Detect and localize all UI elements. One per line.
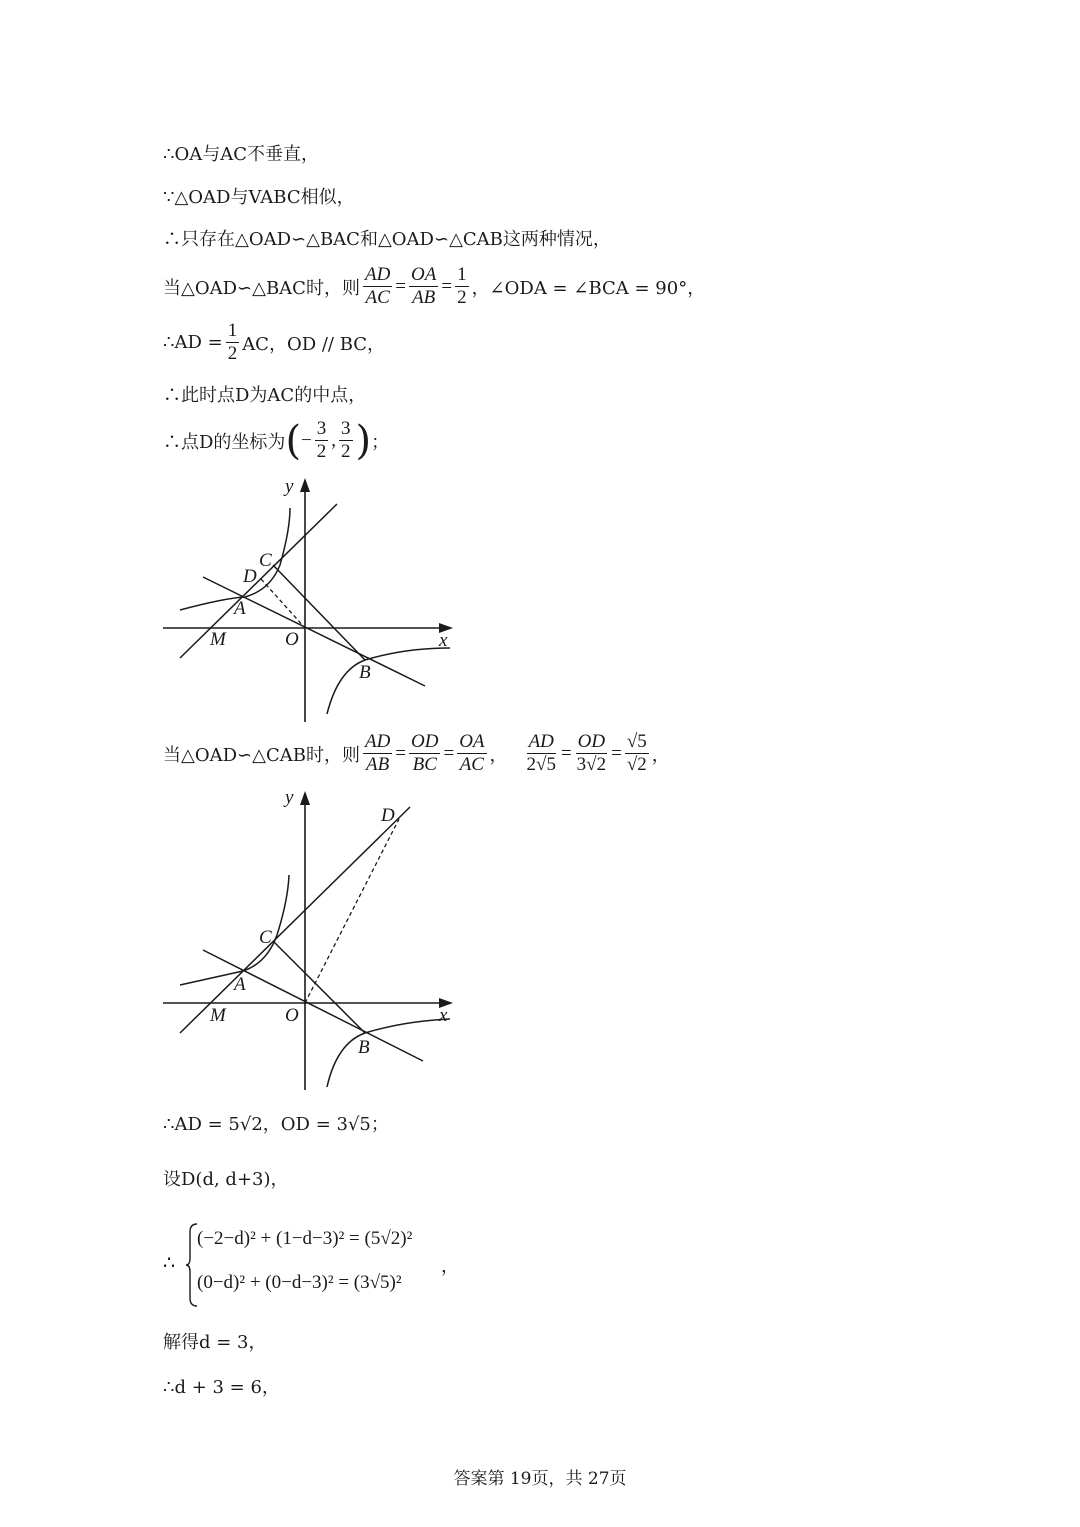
label-d: D [381,805,395,826]
fraction-one-half: $\frac{1}{2}$ [457,264,467,308]
figure-case-one [155,470,475,730]
label-x: x [439,630,448,651]
line-triangles-similar: ∵△OAD与VABC相似， [163,187,355,208]
label-x: x [439,1005,448,1026]
label-d: D [243,566,257,587]
fraction-oa-over-ab: $\frac{OA}{AB}$ [411,264,437,308]
line-ab [203,577,425,686]
label-o: O [285,629,299,650]
fraction-oa-over-ac: $\frac{OA}{AC}$ [459,731,485,775]
hyperbola-right-branch [327,1019,450,1087]
line-mcd [180,807,410,1033]
label-m: M [210,1005,226,1026]
page-footer: 答案第 19页，共 27页 [453,1469,627,1489]
figure-case-two [155,785,475,1095]
hyperbola-left-branch [180,508,290,610]
fraction-od-over-3root2: $\frac{OD}{3√2}$ [576,731,607,775]
segment-od-dashed [305,819,399,1003]
system-equation-1: (−2−d)² + (1−d−3)² = (5√2)² [197,1228,413,1249]
label-b: B [358,1037,370,1058]
label-c: C [259,927,272,948]
label-o: O [285,1005,299,1026]
fraction-three-halves: $\frac{3}{2}$ [341,418,351,462]
line-ab [203,950,423,1061]
label-a: A [234,974,246,995]
label-y: y [285,476,294,497]
line-mc [180,504,337,658]
y-axis-arrow [300,478,310,492]
fraction-three-halves-neg: $\frac{3}{2}$ [316,418,327,462]
label-y: y [285,787,294,808]
line-midpoint: ∴此时点D为AC的中点， [163,385,367,406]
fraction-od-over-bc: $\frac{OD}{BC}$ [411,731,439,775]
label-b: B [359,662,371,683]
fraction-ad-over-ac: $\frac{AD}{AC}$ [364,264,391,308]
hyperbola-right-branch [327,648,450,714]
line-ad-half-ac: ∴AD = $\frac{1}{2}$ AC，OD // BC， [163,320,386,364]
label-a: A [234,598,246,619]
line-case-one: 当△OAD∽△BAC时，则 $\frac{AD}{AC}$ = $\frac{OA}{AB}$ = $\frac{1}{2}$ ，∠ODA = ∠BCA = 90°， [163,264,706,308]
fraction-ad-over-2root5: $\frac{AD}{2√5}$ [526,731,556,775]
therefore-symbol: ∴ [163,1253,176,1274]
line-d-coordinates: ∴点D的坐标为 ( − $\frac{3}{2}$ , $\frac{3}{2}$ ) ； [163,417,390,464]
line-case-two: 当△OAD∽△CAB时，则 $\frac{AD}{AB}$ = $\frac{OD}{BC}$ = $\frac{OA}{AC}$ ， $\frac{AD}{2√5}$ = $\frac{OD}{3√2}$ = $\frac{√5}{√2}$ ， [163,731,670,775]
label-c: C [259,550,272,571]
system-comma: ， [441,1256,459,1277]
line-set-d: 设D(d, d+3)， [163,1169,289,1190]
case-one-text: 当△OAD∽△BAC时，则 [163,277,360,299]
y-axis-arrow [300,791,310,805]
segment-od-dashed [261,579,305,628]
line-solve-d: 解得d = 3， [163,1332,267,1353]
fraction-root5-over-root2: $\frac{√5}{√2}$ [626,731,647,775]
hyperbola-left-branch [180,875,289,985]
fraction-ad-over-ab: $\frac{AD}{AB}$ [364,731,391,775]
line-two-cases: ∴只存在△OAD∽△BAC和△OAD∽△CAB这两种情况， [163,229,611,250]
line-d-plus-3: ∴d + 3 = 6， [163,1377,280,1398]
line-oa-not-perpendicular: ∴OA与AC不垂直， [163,144,319,165]
system-equation-2: (0−d)² + (0−d−3)² = (3√5)² [197,1272,402,1293]
label-m: M [210,629,226,650]
fraction-half: $\frac{1}{2}$ [227,320,238,364]
line-ad-od-values: ∴AD = 5√2，OD = 3√5； [163,1114,389,1135]
case-one-angles: ，∠ODA = ∠BCA = 90°， [471,277,706,299]
